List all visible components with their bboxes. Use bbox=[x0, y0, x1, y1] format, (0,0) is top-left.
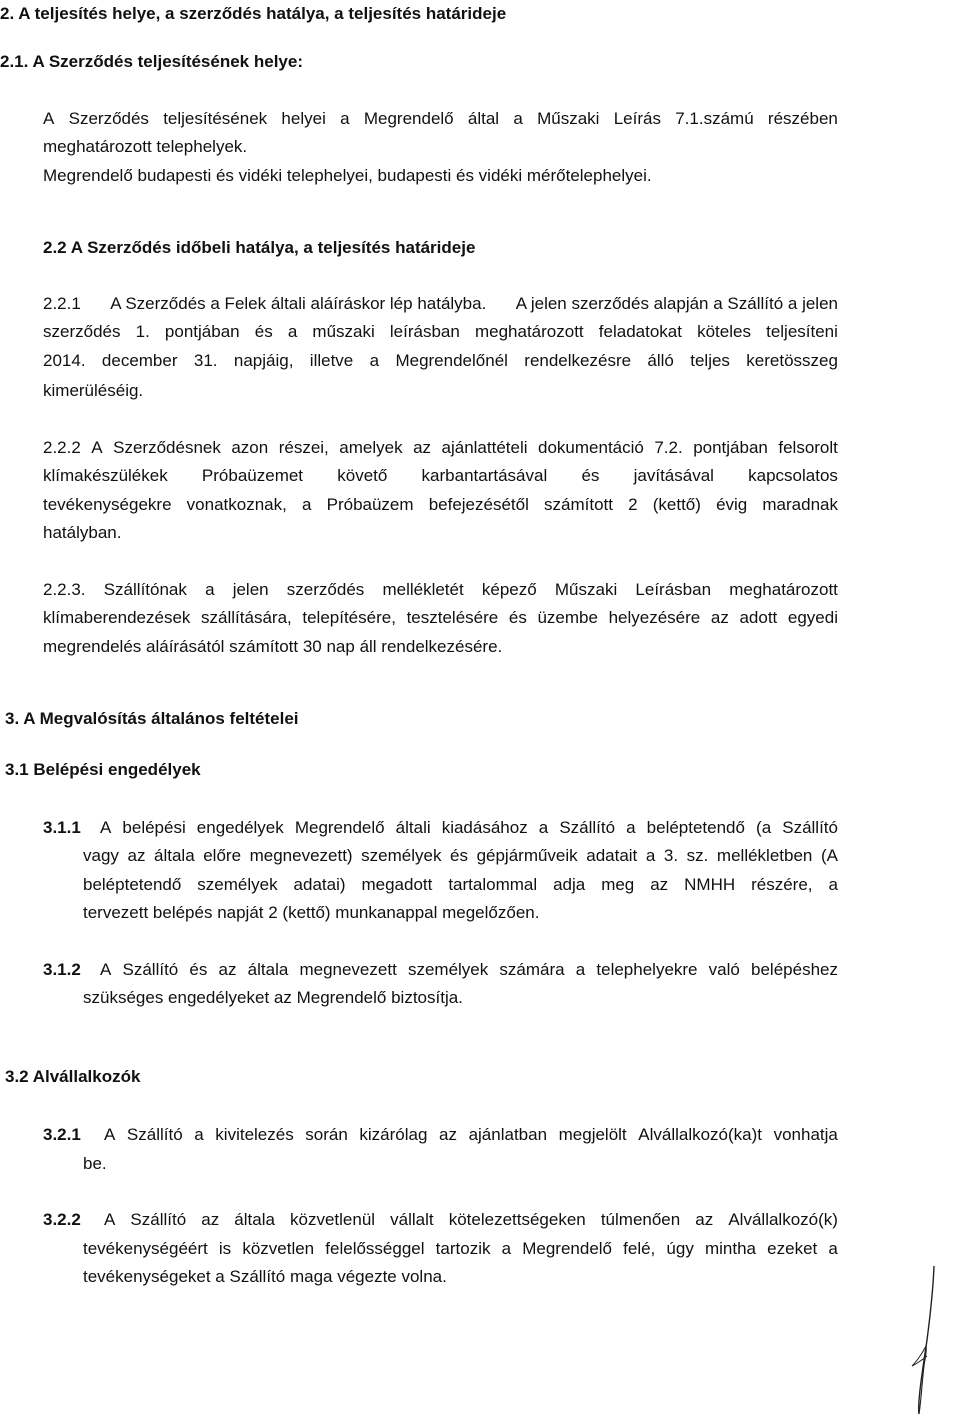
word: sz. bbox=[686, 846, 709, 865]
word: Szállító bbox=[122, 960, 179, 979]
word: Megrendelő bbox=[363, 109, 454, 128]
para-3-1-2-number: 3.1.2 bbox=[43, 960, 81, 979]
word: az bbox=[201, 1210, 220, 1229]
word: megnevezett) bbox=[249, 846, 353, 865]
word: részére, bbox=[751, 875, 813, 894]
word: (A bbox=[820, 846, 838, 865]
word: megnevezett bbox=[299, 960, 397, 979]
word: beléptetendő bbox=[646, 818, 745, 837]
word: szállítására, bbox=[201, 608, 292, 627]
word: vonhatja bbox=[773, 1125, 838, 1144]
word: Próbaüzem bbox=[326, 495, 414, 514]
word: a bbox=[575, 960, 586, 979]
word: amelyek bbox=[339, 438, 403, 457]
word: tevékenységéért bbox=[83, 1239, 208, 1258]
word: keretösszeg bbox=[746, 351, 838, 370]
word: belépési bbox=[122, 818, 186, 837]
word: Megrendelő bbox=[294, 818, 385, 837]
word: a bbox=[369, 351, 380, 370]
word: köteles bbox=[697, 322, 751, 341]
word: 3. bbox=[663, 846, 679, 865]
para-2-2-3-line-3: megrendelés aláírásától számított 30 nap áll rendelkezésére. bbox=[43, 637, 503, 656]
word: a bbox=[828, 1239, 838, 1258]
word: vagy bbox=[83, 846, 119, 865]
word: 1. bbox=[135, 322, 150, 341]
word: azon bbox=[231, 438, 269, 457]
para-3-2-2-line-3: tevékenységeket a Szállító maga végezte volna. bbox=[83, 1267, 447, 1286]
para-3-1-1-line-1 bbox=[100, 819, 838, 836]
word: és bbox=[254, 322, 273, 341]
word: személyek bbox=[197, 875, 278, 894]
word: dokumentáció bbox=[538, 438, 644, 457]
word: közvetlen bbox=[242, 1239, 315, 1258]
word: Próbaüzemet bbox=[201, 466, 304, 485]
para-2-2-2-line-1 bbox=[43, 439, 838, 456]
word: a bbox=[194, 1125, 204, 1144]
para-3-1-1-line-3 bbox=[83, 876, 838, 893]
word: előre bbox=[203, 846, 242, 865]
word: az bbox=[710, 608, 729, 627]
section-2-2-heading: 2.2 A Szerződés időbeli hatálya, a teljesítés határideje bbox=[43, 238, 476, 257]
para-2-1-line-3: Megrendelő budapesti és vidéki telephelyei, budapesti és vidéki mérőtelephelyei. bbox=[43, 166, 652, 185]
para-3-2-2-line-1 bbox=[104, 1211, 838, 1228]
word: vállalt bbox=[390, 1210, 434, 1229]
word: közvetlenül bbox=[290, 1210, 376, 1229]
word: az bbox=[695, 1210, 714, 1229]
word: ajánlatban bbox=[468, 1125, 548, 1144]
para-3-1-1-line-2 bbox=[83, 847, 838, 864]
word: évig bbox=[716, 495, 748, 514]
word: ezeket bbox=[767, 1239, 818, 1258]
word: és bbox=[450, 846, 468, 865]
section-2-heading: 2. A teljesítés helye, a szerződés hatálya, a teljesítés határideje bbox=[0, 4, 507, 23]
word: felelősséggel bbox=[325, 1239, 425, 1258]
para-2-2-3-line-2 bbox=[43, 609, 838, 626]
word: helyezésére bbox=[608, 608, 701, 627]
word: is bbox=[218, 1239, 232, 1258]
word: úgy bbox=[666, 1239, 694, 1258]
word: klímakészülékek bbox=[43, 466, 168, 485]
word: felé, bbox=[623, 1239, 656, 1258]
word: adatait bbox=[586, 846, 638, 865]
word: Szállító bbox=[126, 1125, 183, 1144]
word: Szállító bbox=[559, 818, 616, 837]
word: Szerződésnek bbox=[113, 438, 221, 457]
para-2-2-3-line-1 bbox=[43, 581, 838, 598]
word: napjáig, bbox=[233, 351, 294, 370]
section-2-1-heading: 2.1. A Szerződés teljesítésének helye: bbox=[0, 52, 303, 71]
word: vonatkoznak, bbox=[186, 495, 287, 514]
word: javításával bbox=[633, 466, 714, 485]
para-3-1-2-line-2: szükséges engedélyeket az Megrendelő biztosítja. bbox=[83, 988, 463, 1007]
word: A bbox=[100, 818, 112, 837]
word: december bbox=[101, 351, 178, 370]
word: tartalommal bbox=[448, 875, 538, 894]
word: az bbox=[650, 875, 669, 894]
para-3-2-2-number: 3.2.2 bbox=[43, 1210, 81, 1229]
word: részében bbox=[767, 109, 838, 128]
word: helyei bbox=[281, 109, 326, 128]
word: adja bbox=[553, 875, 586, 894]
word: illetve bbox=[309, 351, 354, 370]
word: Alvállalkozó(ka)t bbox=[638, 1125, 763, 1144]
word: 2014. bbox=[43, 351, 86, 370]
para-2-2-2-line-3 bbox=[43, 496, 838, 513]
word: Leírás bbox=[613, 109, 661, 128]
word: engedélyek bbox=[196, 818, 284, 837]
word: mellékletét bbox=[382, 580, 464, 599]
word: az bbox=[439, 1125, 457, 1144]
word: általi bbox=[395, 818, 431, 837]
word: által bbox=[467, 109, 500, 128]
word: szerződés bbox=[286, 580, 365, 599]
word: 7.1.számú bbox=[675, 109, 754, 128]
word: Szállító bbox=[130, 1210, 187, 1229]
para-2-2-2-line-2 bbox=[43, 467, 838, 484]
word: részei, bbox=[278, 438, 329, 457]
word: kiadásához bbox=[441, 818, 528, 837]
word: teljesíteni bbox=[766, 322, 838, 341]
word: megjelölt bbox=[558, 1125, 627, 1144]
word: (kettő) bbox=[652, 495, 701, 514]
word: 2.2.1 bbox=[43, 294, 81, 313]
word: megadott bbox=[361, 875, 433, 894]
word: való bbox=[708, 960, 740, 979]
para-2-2-2-line-4: hatályban. bbox=[43, 523, 122, 542]
word: 7.2. bbox=[654, 438, 683, 457]
word: tevékenységekre bbox=[43, 495, 172, 514]
word: számított bbox=[544, 495, 613, 514]
word: 2 bbox=[628, 495, 638, 514]
word: A bbox=[91, 438, 103, 457]
word: mintha bbox=[704, 1239, 757, 1258]
word: a bbox=[340, 109, 350, 128]
word: gépjárműveik bbox=[476, 846, 578, 865]
word: és bbox=[189, 960, 208, 979]
word: A bbox=[100, 960, 112, 979]
word: során bbox=[305, 1125, 348, 1144]
word: 2.2.3. bbox=[43, 580, 86, 599]
word: a bbox=[645, 846, 656, 865]
word: A bbox=[104, 1125, 116, 1144]
word: A Szerződés a Felek általi aláíráskor lép hatályba. bbox=[110, 294, 487, 313]
word: tesztelésére bbox=[406, 608, 499, 627]
word: ajánlattételi bbox=[441, 438, 528, 457]
word: telepítésére, bbox=[302, 608, 396, 627]
word: meg bbox=[601, 875, 635, 894]
word: kizárólag bbox=[359, 1125, 428, 1144]
handwritten-signature-icon bbox=[900, 1262, 950, 1427]
word: a bbox=[287, 322, 298, 341]
word: számára bbox=[499, 960, 565, 979]
word: általa bbox=[234, 1210, 275, 1229]
word: Leírásban bbox=[635, 580, 712, 599]
para-3-2-1-number: 3.2.1 bbox=[43, 1125, 81, 1144]
word: a bbox=[513, 109, 523, 128]
word: szerződés bbox=[43, 322, 121, 341]
word: kapcsolatos bbox=[748, 466, 838, 485]
word: álló bbox=[647, 351, 674, 370]
word: 2.2.2 bbox=[43, 438, 81, 457]
word: a bbox=[501, 1239, 512, 1258]
para-3-1-2-line-1 bbox=[100, 961, 838, 978]
word: a bbox=[205, 580, 215, 599]
word: az bbox=[413, 438, 432, 457]
word: befejezésétől bbox=[428, 495, 529, 514]
word: A jelen szerződés alapján a Szállító a jelen bbox=[515, 294, 838, 313]
word: 31. bbox=[193, 351, 218, 370]
word: a bbox=[302, 495, 312, 514]
word: NMHH bbox=[684, 875, 736, 894]
word: pontjában bbox=[164, 322, 240, 341]
para-3-1-1-line-4: tervezett belépés napját 2 (kettő) munkanappal megelőzően. bbox=[83, 903, 540, 922]
word: a bbox=[626, 818, 636, 837]
word: Szerződés bbox=[68, 109, 149, 128]
word: A bbox=[43, 109, 55, 128]
para-3-2-1-line-1 bbox=[104, 1126, 838, 1143]
word: Alvállalkozó(k) bbox=[728, 1210, 838, 1229]
word: és bbox=[581, 466, 600, 485]
word: A bbox=[104, 1210, 116, 1229]
word: mellékletben bbox=[716, 846, 813, 865]
word: Műszaki bbox=[537, 109, 600, 128]
para-3-2-2-line-2 bbox=[83, 1240, 838, 1257]
word: Szállítónak bbox=[103, 580, 187, 599]
word: az bbox=[218, 960, 237, 979]
word: klímaberendezések bbox=[43, 608, 191, 627]
word: teljesítésének bbox=[163, 109, 268, 128]
word: műszaki bbox=[312, 322, 375, 341]
word: adatai) bbox=[293, 875, 346, 894]
word: kötelezettségeken bbox=[448, 1210, 586, 1229]
word: kivitelezés bbox=[215, 1125, 294, 1144]
word: meghatározott bbox=[729, 580, 838, 599]
section-3-1-heading: 3.1 Belépési engedélyek bbox=[5, 760, 201, 779]
word: (a bbox=[756, 818, 772, 837]
word: Megrendelő bbox=[522, 1239, 612, 1258]
word: egyedi bbox=[787, 608, 838, 627]
para-2-1-line-1 bbox=[43, 110, 838, 127]
word: tartozik bbox=[435, 1239, 491, 1258]
word: meghatározott bbox=[474, 322, 584, 341]
para-2-2-1-line-3 bbox=[43, 352, 838, 369]
word: és bbox=[508, 608, 527, 627]
para-2-1-line-2: meghatározott telephelyek. bbox=[43, 137, 248, 156]
word: személyek bbox=[407, 960, 489, 979]
word: a bbox=[538, 818, 549, 837]
word: jelen bbox=[232, 580, 269, 599]
para-2-2-1-line-1 bbox=[43, 295, 838, 312]
word: karbantartásával bbox=[421, 466, 548, 485]
word: teljes bbox=[690, 351, 730, 370]
word: felsorolt bbox=[778, 438, 838, 457]
word: belépéshez bbox=[751, 960, 838, 979]
word: leírásban bbox=[389, 322, 460, 341]
para-2-2-1-line-4: kimerüléséig. bbox=[43, 381, 144, 400]
word: az bbox=[127, 846, 146, 865]
word: rendelkezésre bbox=[524, 351, 632, 370]
word: általa bbox=[154, 846, 195, 865]
word: túlmenően bbox=[600, 1210, 681, 1229]
para-2-2-1-line-2 bbox=[43, 323, 838, 340]
section-3-heading: 3. A Megvalósítás általános feltételei bbox=[5, 709, 299, 728]
section-3-2-heading: 3.2 Alvállalkozók bbox=[5, 1067, 141, 1086]
word: feladatokat bbox=[598, 322, 682, 341]
word: üzembe bbox=[537, 608, 598, 627]
word: pontjában bbox=[693, 438, 768, 457]
word: Szállító bbox=[782, 818, 838, 837]
word: általa bbox=[247, 960, 289, 979]
word: képező bbox=[481, 580, 537, 599]
para-3-1-1-number: 3.1.1 bbox=[43, 818, 81, 837]
para-3-2-1-line-2: be. bbox=[83, 1154, 107, 1173]
word: maradnak bbox=[762, 495, 838, 514]
word: beléptetendő bbox=[83, 875, 182, 894]
word: Műszaki bbox=[554, 580, 618, 599]
word: személyek bbox=[361, 846, 442, 865]
word: telephelyekre bbox=[596, 960, 698, 979]
word: Megrendelőnél bbox=[395, 351, 508, 370]
word: követő bbox=[337, 466, 388, 485]
word: adott bbox=[739, 608, 778, 627]
word: a bbox=[828, 875, 838, 894]
